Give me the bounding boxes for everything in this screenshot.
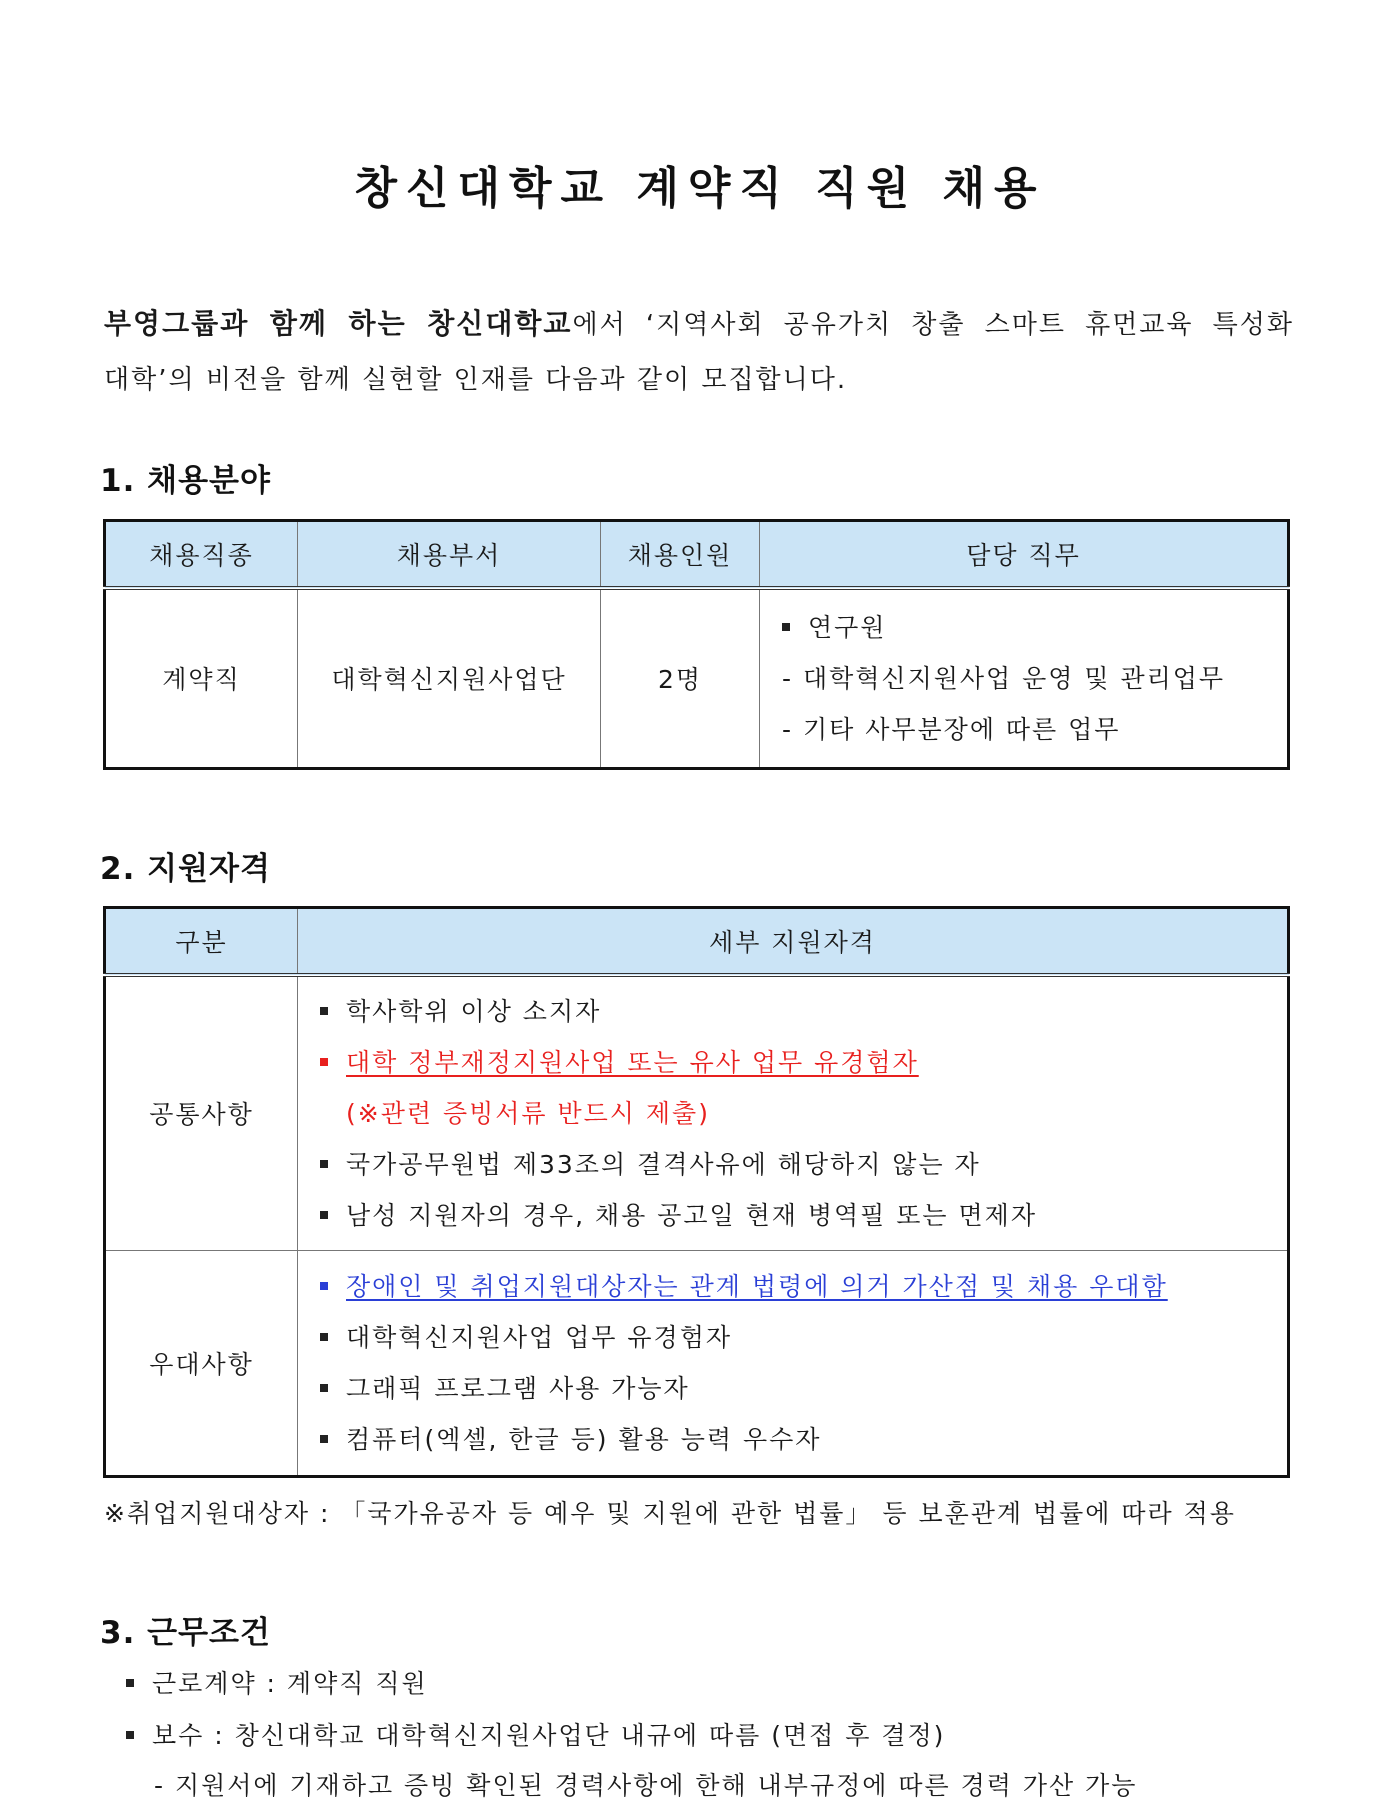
table-row (105, 1250, 1289, 1476)
list-item: 대학혁신지원사업 업무 유경험자 (298, 1312, 1287, 1363)
qualification-table (103, 906, 1290, 1478)
cell-preferred-label: 우대사항 (105, 1250, 298, 1476)
intro-paragraph-line1 (104, 296, 1294, 353)
list-item: 컴퓨터(엑셀, 한글 등) 활용 능력 우수자 (298, 1414, 1287, 1465)
section2-heading: 2. 지원자격 (100, 851, 271, 887)
veteran-note: ※취업지원대상자 : 「국가유공자 등 예우 및 지원에 관한 법률」 등 보훈관계 법률에 따라 적용 (104, 1499, 1236, 1528)
list-item: - 기타 사무분장에 따른 업무 (782, 714, 1121, 744)
list-item: 연구원 (760, 602, 1287, 653)
cell-duties (760, 588, 1289, 768)
recruitment-table (103, 519, 1290, 770)
section3-heading: 3. 근무조건 (100, 1615, 271, 1651)
table-row (105, 975, 1289, 1250)
col-header-duty: 담당 직무 (760, 521, 1289, 589)
qualification-table-header (105, 908, 1289, 976)
bullet-icon (320, 1058, 328, 1066)
list-item: 근로계약 : 계약직 직원 (126, 1664, 428, 1700)
bullet-icon (320, 1333, 328, 1341)
col-header-category: 구분 (105, 908, 298, 976)
intro-text1: 에서 ‘지역사회 공유가치 창출 스마트 휴먼교육 특성화 (572, 310, 1295, 340)
cell-dept: 대학혁신지원사업단 (298, 588, 601, 768)
col-header-dept: 채용부서 (298, 521, 601, 589)
section1-heading: 1. 채용분야 (100, 463, 271, 499)
page-title: 창신대학교 계약직 직원 채용 (354, 163, 1046, 214)
bullet-icon (320, 1007, 328, 1015)
list-item: 보수 : 창신대학교 대학혁신지원사업단 내규에 따름 (면접 후 결정) (126, 1716, 945, 1752)
bullet-icon (320, 1435, 328, 1443)
list-item: 그래픽 프로그램 사용 가능자 (298, 1363, 1287, 1414)
list-item: 장애인 및 취업지원대상자는 관계 법령에 의거 가산점 및 채용 우대함 (298, 1261, 1287, 1312)
bullet-icon (320, 1211, 328, 1219)
list-item: 학사학위 이상 소지자 (298, 986, 1287, 1037)
cell-preferred-items (298, 1250, 1289, 1476)
recruitment-table-header (105, 521, 1289, 589)
col-header-detail: 세부 지원자격 (298, 908, 1289, 976)
bullet-icon (126, 1679, 134, 1687)
list-item: 대학 정부재정지원사업 또는 유사 업무 유경험자 (298, 1037, 1287, 1088)
cell-common-items (298, 975, 1289, 1250)
bullet-icon (126, 1731, 134, 1739)
col-header-type: 채용직종 (105, 521, 298, 589)
intro-bold: 부영그룹과 함께 하는 창신대학교 (104, 307, 573, 340)
cell-count: 2명 (601, 588, 760, 768)
bullet-icon (782, 623, 790, 631)
table-row (105, 588, 1289, 768)
list-item: 남성 지원자의 경우, 채용 공고일 현재 병역필 또는 면제자 (298, 1190, 1287, 1241)
list-item: - 지원서에 기재하고 증빙 확인된 경력사항에 한해 내부규정에 따른 경력 가산 가능 (154, 1771, 1138, 1800)
bullet-icon (320, 1384, 328, 1392)
cell-type: 계약직 (105, 588, 298, 768)
list-item: - 대학혁신지원사업 운영 및 관리업무 (782, 663, 1226, 693)
bullet-icon (320, 1160, 328, 1168)
list-item: 국가공무원법 제33조의 결격사유에 해당하지 않는 자 (298, 1139, 1287, 1190)
bullet-icon (320, 1282, 328, 1290)
cell-common-label: 공통사항 (105, 975, 298, 1250)
list-item: (※관련 증빙서류 반드시 제출) (346, 1098, 710, 1128)
col-header-count: 채용인원 (601, 521, 760, 589)
intro-paragraph-line2: 대학’의 비전을 함께 실현할 인재를 다음과 같이 모집합니다. (104, 365, 848, 395)
